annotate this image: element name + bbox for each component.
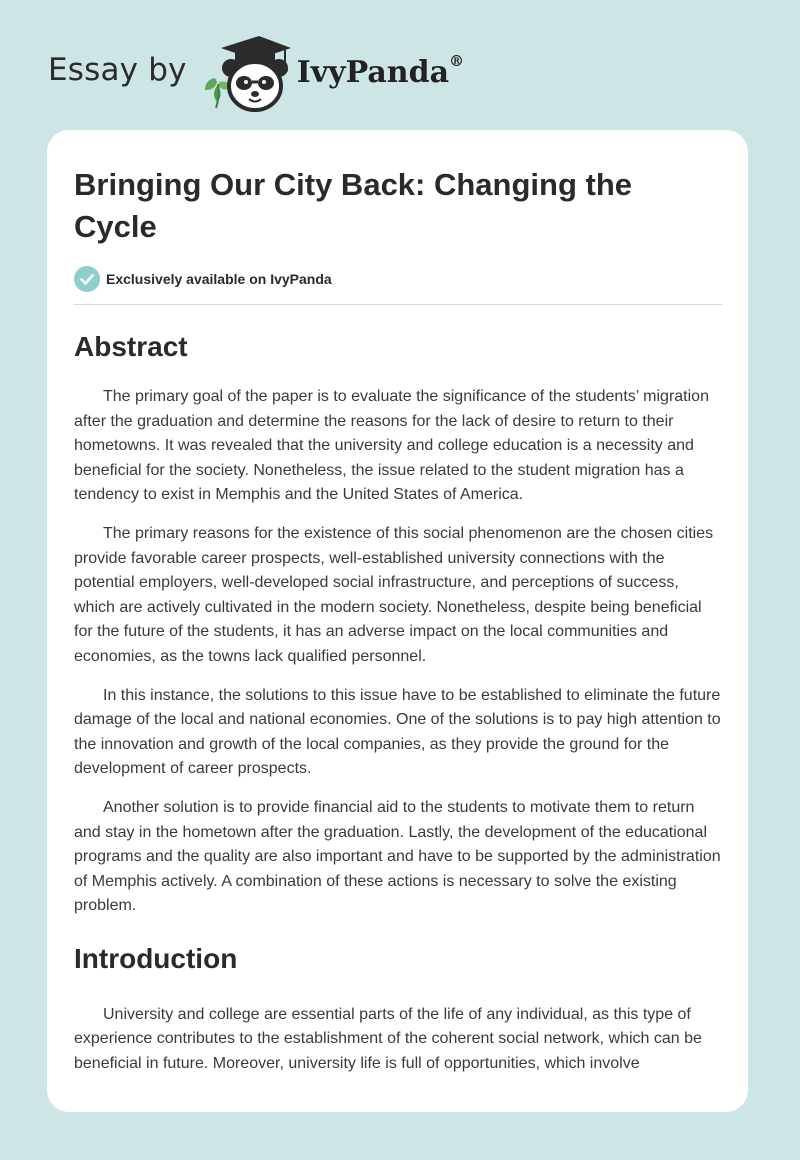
- divider: [74, 304, 722, 305]
- section-heading-introduction: Introduction: [74, 942, 238, 974]
- panda-graduate-icon[interactable]: [201, 34, 293, 114]
- paragraph: Another solution is to provide financial aid to the students to motivate them to return and stay in the hometown after the graduation. Lastly, the development of the educational programs and the quality are also important and have to be supported by the administration of Memphis actively. A combination of these actions is necessary to solve the existing problem.: [74, 798, 721, 915]
- paragraph: In this instance, the solutions to this issue have to be established to eliminate the future damage of the local and national economies. One of the solutions is to pay high attention to the innovation and growth of the local companies, as they provide the ground for the development of career prospects.: [74, 686, 721, 778]
- exclusive-badge: [74, 266, 722, 292]
- essay-card: [47, 130, 748, 1112]
- brand-logo-text[interactable]: IvyPanda®: [296, 51, 465, 90]
- check-circle-icon: [74, 266, 100, 292]
- essay-by-label: Essay by: [48, 52, 187, 88]
- paragraph: The primary goal of the paper is to evaluate the significance of the students’ migration after the graduation and determine the reasons for the lack of desire to return to their hometowns. It was revealed that the university and college education is a necessity and beneficial for the society. Nonetheless, the issue related to the student migration has a tendency to exist in Memphis and the United States of America.: [74, 388, 709, 504]
- essay-title: Bringing Our City Back: Changing the Cycle: [74, 167, 633, 244]
- section-heading-abstract: Abstract: [74, 331, 188, 362]
- exclusive-label: Exclusively available on IvyPanda: [106, 271, 332, 287]
- site-header: [48, 34, 464, 114]
- paragraph: The primary reasons for the existence of this social phenomenon are the chosen cities provide favorable career prospects, well-established university connections with the potential employers, well-developed social infrastructure, and perceptions of success, which are actively cultivated in the modern society. Nonetheless, despite being beneficial for the future of the students, it has an adverse impact on the local communities and economies, as the towns lack qualified personnel.: [74, 524, 714, 665]
- paragraph: University and college are essential parts of the life of any individual, as this type of experience contributes to the establishment of the coherent social network, which can be beneficial in future. Moreover, university life is full of opportunities, which involve: [74, 1005, 702, 1073]
